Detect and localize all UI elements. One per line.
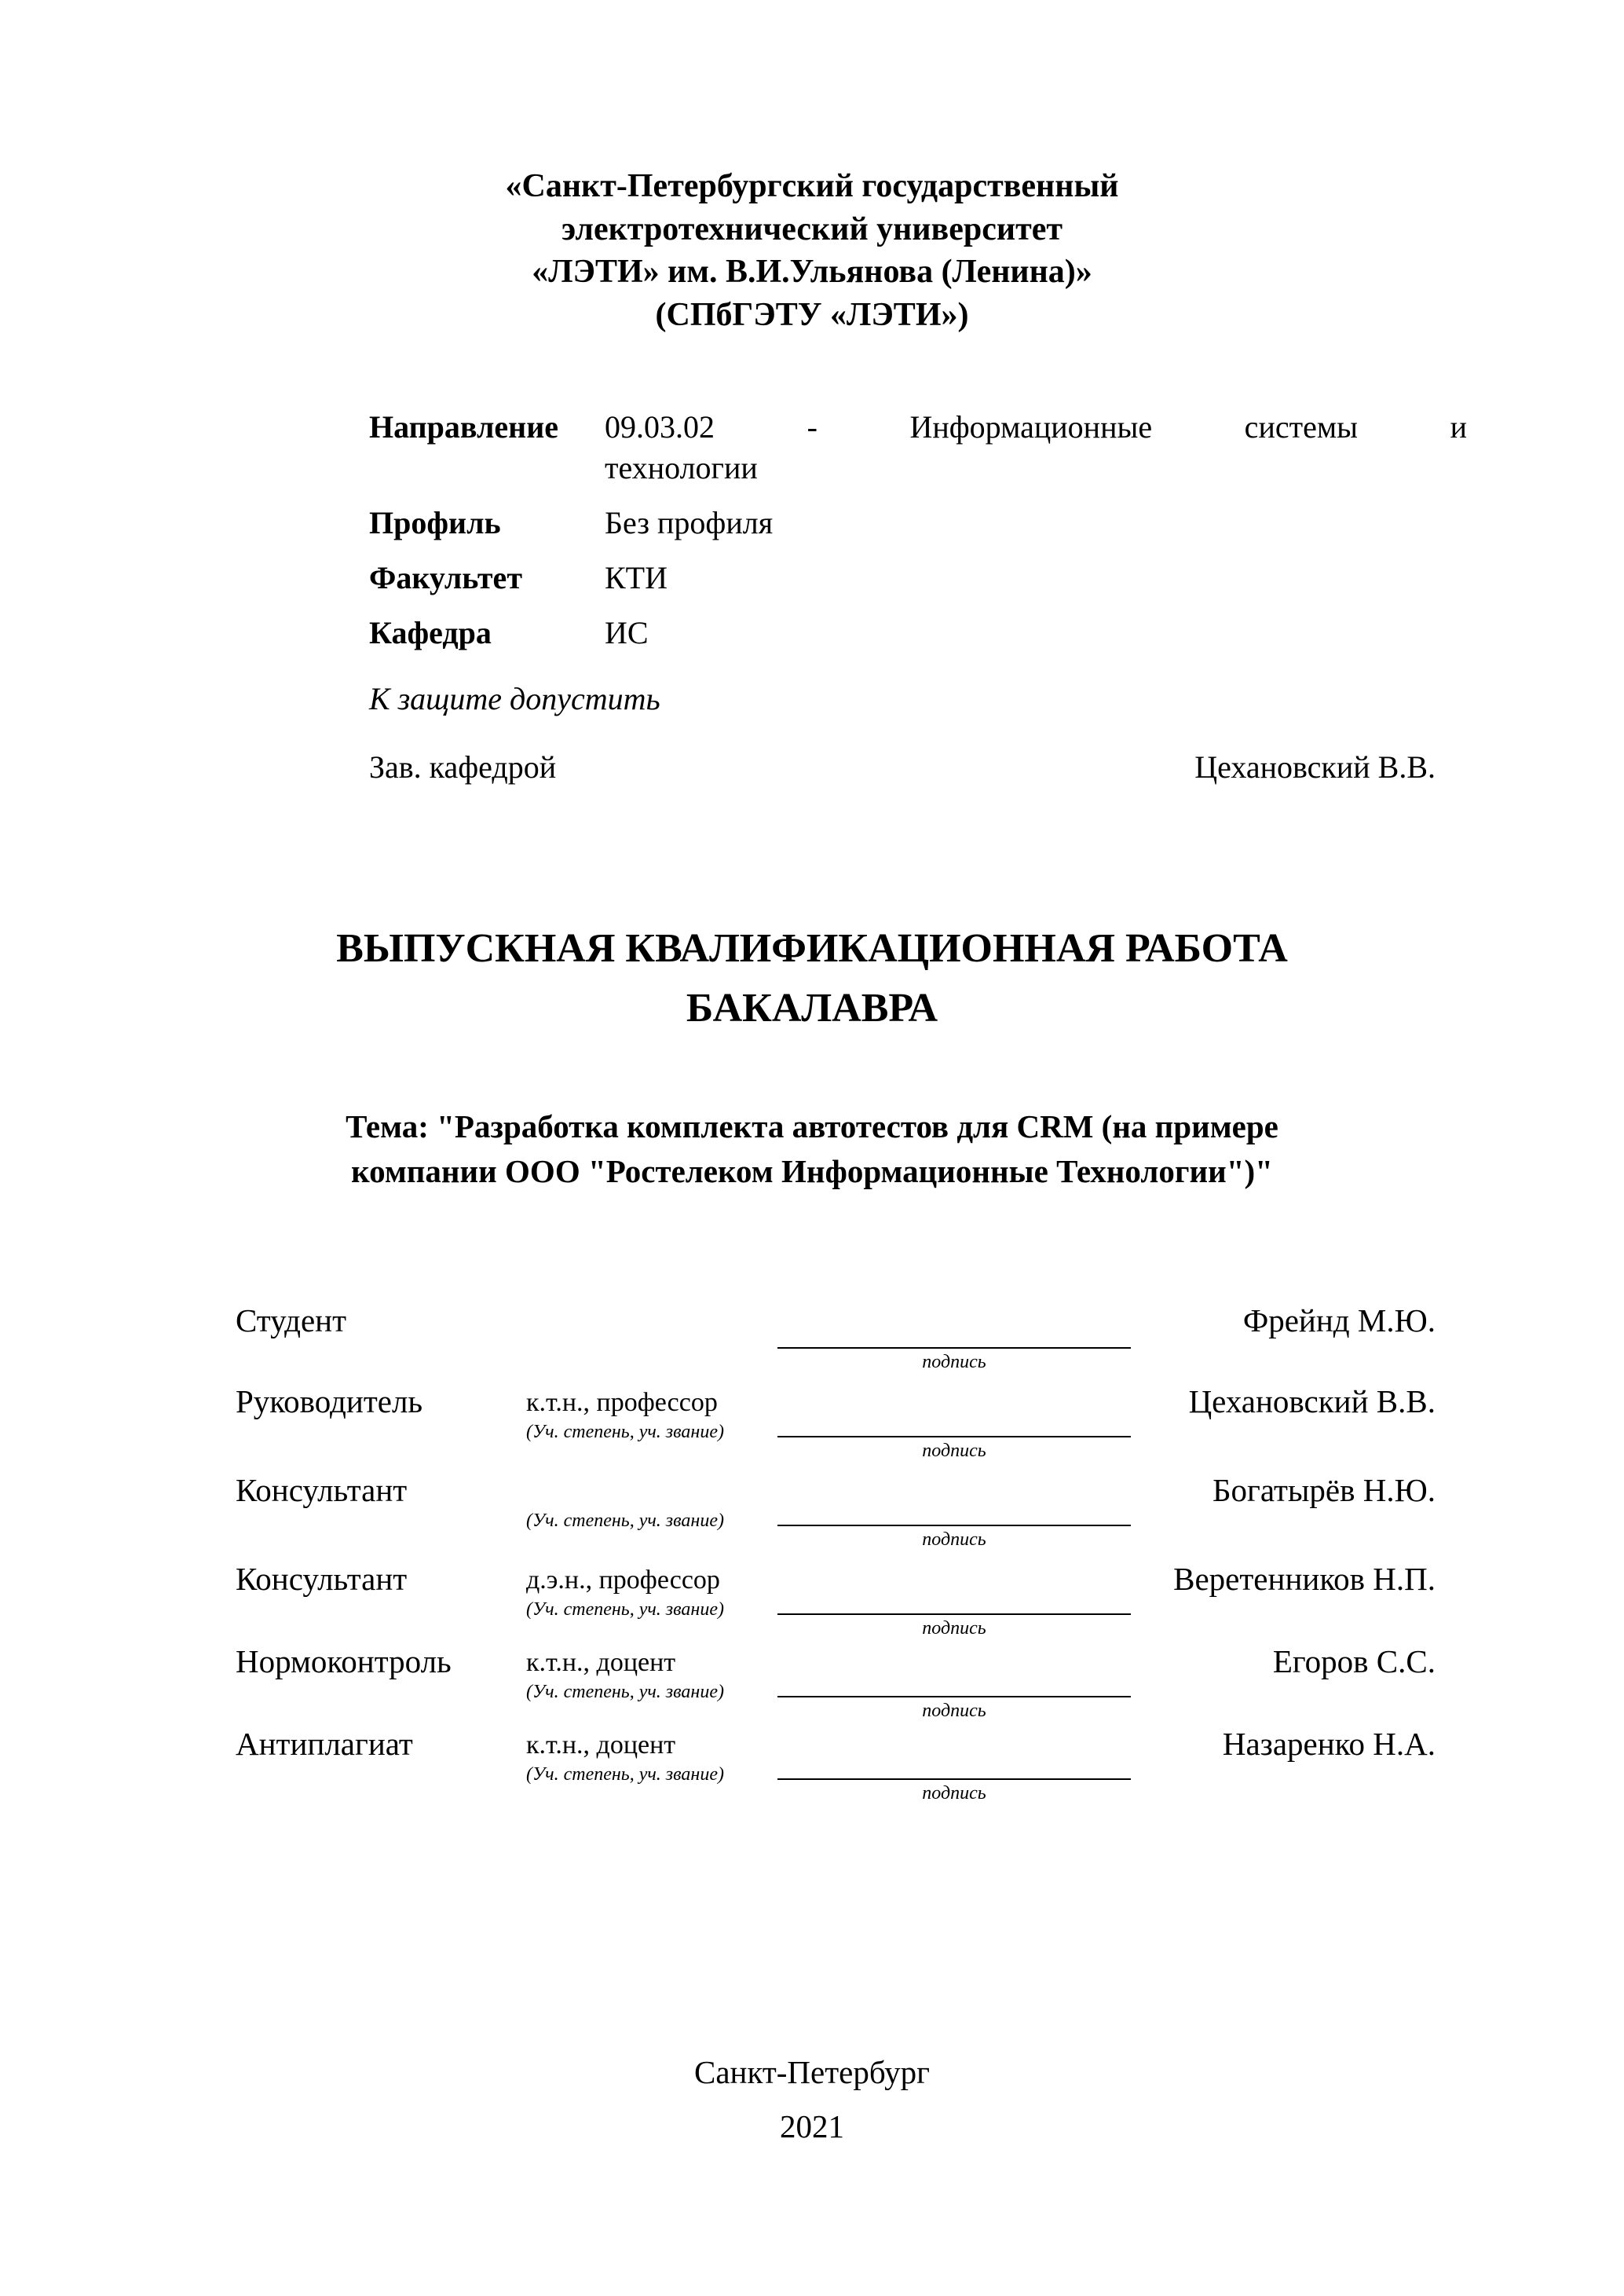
signature-row-consultant-2 (236, 1557, 1451, 1639)
signature-role: Антиплагиат (236, 1726, 413, 1763)
work-title (141, 919, 1483, 1038)
signature-degree-caption: (Уч. степень, уч. звание) (526, 1599, 724, 1620)
signature-line-wrap (777, 1639, 1131, 1722)
work-title-line-1: ВЫПУСКНАЯ КВАЛИФИКАЦИОННАЯ РАБОТА (336, 926, 1288, 972)
signature-role: Нормоконтроль (236, 1643, 452, 1680)
signature-line-wrap (777, 1722, 1131, 1804)
signature-role: Студент (236, 1302, 347, 1339)
faculty-label: Факультет (369, 560, 522, 596)
signature-degree-caption: (Уч. степень, уч. звание) (526, 1682, 724, 1703)
signature-block (141, 1295, 1483, 1804)
signature-degree (526, 1468, 777, 1532)
program-meta (141, 407, 1483, 654)
head-of-department-name: Цехановский В.В. (1194, 749, 1436, 785)
signature-line (777, 1750, 1131, 1780)
signature-line (777, 1408, 1131, 1437)
signature-line-caption: подпись (922, 1529, 986, 1551)
signature-line-wrap (777, 1468, 1131, 1551)
work-title-line-2: БАКАЛАВРА (686, 985, 938, 1031)
year: 2021 (780, 2108, 844, 2145)
signature-name: Веретенников Н.П. (1173, 1561, 1436, 1598)
signature-name: Назаренко Н.А. (1222, 1726, 1436, 1763)
signature-degree-value (526, 1476, 777, 1507)
signature-line (777, 1496, 1131, 1526)
signature-degree (526, 1295, 777, 1335)
work-theme (141, 1104, 1483, 1193)
university-line-4: (СПбГЭТУ «ЛЭТИ») (655, 296, 969, 333)
meta-row-profile (369, 503, 1467, 544)
department-value: ИС (605, 615, 649, 651)
city: Санкт-Петербург (694, 2053, 930, 2090)
signature-row-student (236, 1295, 1451, 1373)
work-theme-line-2: компании ООО "Ростелеком Информационные Технологии")" (351, 1152, 1273, 1189)
admit-to-defense-text: К защите допустить (369, 681, 660, 717)
university-line-1: «Санкт-Петербургский государственный (505, 168, 1119, 204)
signature-degree (526, 1379, 777, 1444)
signature-role: Руководитель (236, 1383, 423, 1420)
faculty-value: КТИ (605, 560, 668, 596)
signature-line-caption: подпись (922, 1441, 986, 1462)
work-theme-line-1: Тема: "Разработка комплекта автотестов для CRM (на примере (346, 1108, 1278, 1145)
signature-line-wrap (777, 1295, 1131, 1373)
signature-degree-value: к.т.н., профессор (526, 1388, 718, 1418)
signature-degree-caption: (Уч. степень, уч. звание) (526, 1511, 724, 1532)
signature-role: Консультант (236, 1561, 408, 1598)
meta-row-department (369, 613, 1467, 654)
signature-role: Консультант (236, 1472, 408, 1509)
signature-line-caption: подпись (922, 1618, 986, 1639)
signature-degree (526, 1557, 777, 1621)
head-of-department-label: Зав. кафедрой (369, 749, 557, 785)
direction-label: Направление (369, 409, 558, 445)
signature-degree-value: д.э.н., профессор (526, 1565, 720, 1595)
signature-line-caption: подпись (922, 1701, 986, 1722)
signature-line-wrap (777, 1379, 1131, 1462)
signature-name: Фрейнд М.Ю. (1242, 1302, 1436, 1339)
signature-line-caption: подпись (922, 1352, 986, 1373)
profile-value: Без профиля (605, 505, 774, 541)
signature-degree-value (526, 1303, 777, 1335)
direction-value: 09.03.02 - Информационные системы и (605, 409, 1467, 445)
signature-name: Егоров С.С. (1272, 1643, 1436, 1680)
signature-line (777, 1585, 1131, 1615)
profile-label: Профиль (369, 505, 501, 541)
signature-degree-value: к.т.н., доцент (526, 1648, 676, 1678)
signature-name: Цехановский В.В. (1188, 1383, 1436, 1420)
head-of-department-row (141, 749, 1483, 785)
signature-line (777, 1319, 1131, 1349)
signature-row-antiplagiarism (236, 1722, 1451, 1804)
signature-degree (526, 1722, 777, 1786)
university-line-2: электротехнический университет (561, 211, 1063, 247)
university-line-3: «ЛЭТИ» им. В.И.Ульянова (Ленина)» (532, 254, 1092, 291)
signature-line (777, 1668, 1131, 1697)
university-header (141, 165, 1483, 336)
department-label: Кафедра (369, 615, 492, 651)
page-footer (0, 2045, 1624, 2155)
signature-row-consultant-1 (236, 1468, 1451, 1551)
signature-line-wrap (777, 1557, 1131, 1639)
signature-name: Богатырёв Н.Ю. (1212, 1472, 1436, 1509)
signature-row-supervisor (236, 1379, 1451, 1462)
direction-value-wrap (605, 407, 1467, 489)
meta-row-faculty (369, 558, 1467, 599)
signature-degree-caption: (Уч. степень, уч. звание) (526, 1422, 724, 1443)
signature-degree-caption: (Уч. степень, уч. звание) (526, 1764, 724, 1785)
direction-value-line2: технологии (605, 450, 758, 486)
signature-degree-value: к.т.н., доцент (526, 1730, 676, 1760)
meta-row-direction (369, 407, 1467, 489)
signature-row-normcontrol (236, 1639, 1451, 1722)
signature-line-caption: подпись (922, 1783, 986, 1804)
signature-degree (526, 1639, 777, 1704)
